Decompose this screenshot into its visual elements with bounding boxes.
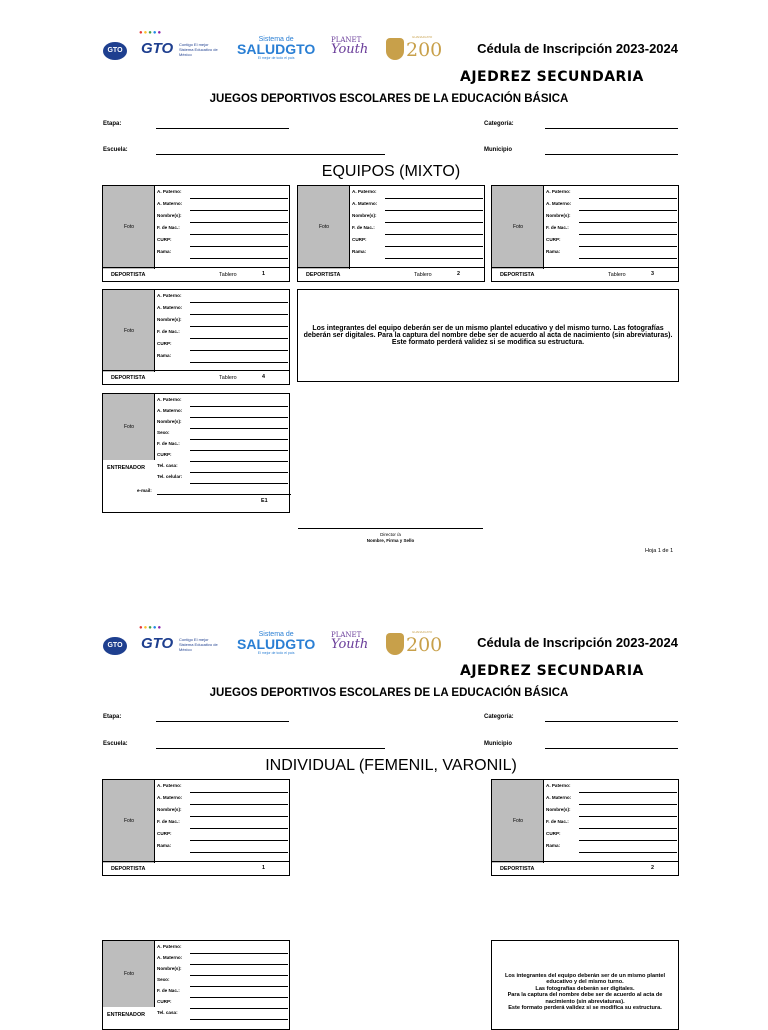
municipio-label: Municipio — [484, 147, 512, 153]
salud-tagline-text: El mejor de todo el país — [257, 56, 295, 60]
planet-bottom-text: Youth — [331, 42, 369, 57]
games-subtitle: JUEGOS DEPORTIVOS ESCOLARES DE LA EDUCACIÓN BÁSICA — [209, 687, 569, 699]
bicentenario-top-text: GUANAJUATO — [412, 35, 433, 39]
coach-role-label: ENTRENADOR — [107, 1012, 146, 1018]
fecha-label: F. de Nac.: — [157, 441, 180, 446]
paterno-label: A. Paterno: — [157, 944, 182, 949]
role-label: DEPORTISTA — [306, 272, 341, 278]
nombre-label: Nombre(s): — [352, 213, 377, 218]
gto-logo-icon: GTO — [103, 637, 127, 655]
board-number: 1 — [262, 271, 265, 277]
curp-label: CURP: — [157, 341, 172, 346]
board-number: 4 — [262, 374, 265, 380]
municipio-field[interactable] — [545, 748, 678, 749]
rama-label: Rama: — [157, 843, 172, 848]
board-label: Tablero — [608, 272, 626, 278]
email-label: e-mail: — [137, 488, 152, 493]
salud-brand-text: SALUDGTO — [237, 41, 316, 57]
nombre-label: Nombre(s): — [157, 419, 182, 424]
nombre-label: Nombre(s): — [546, 807, 571, 812]
rama-label: Rama: — [546, 249, 561, 254]
escuela-label: Escuela: — [103, 147, 128, 153]
etapa-field[interactable] — [156, 128, 289, 129]
gto-logo-icon: GTO — [103, 42, 127, 60]
bicentenario-top-text: GUANAJUATO — [412, 630, 433, 634]
photo-label: Foto — [318, 224, 329, 230]
gto-tagline: Contigo El mejor Sistema Educativo de México — [179, 42, 218, 57]
planet-top-text: PLANET — [331, 36, 362, 44]
card-footer — [103, 861, 289, 875]
cedula-title: Cédula de Inscripción 2023-2024 — [477, 635, 678, 650]
salud-brand-text: SALUDGTO — [237, 636, 316, 652]
salud-top-text: Sistema de — [258, 36, 294, 43]
photo-placeholder[interactable] — [298, 186, 350, 269]
tel-celular-label: Tel. celular: — [157, 474, 183, 479]
card-footer — [103, 267, 289, 281]
bicentenario-number: 200 — [406, 39, 443, 61]
paterno-label: A. Paterno: — [157, 189, 182, 194]
nombre-label: Nombre(s): — [157, 807, 182, 812]
rama-label: Rama: — [157, 353, 172, 358]
planet-youth-logo — [331, 631, 368, 651]
materno-label: A. Materno: — [546, 795, 572, 800]
role-label: DEPORTISTA — [111, 866, 146, 872]
photo-placeholder[interactable] — [103, 394, 155, 460]
salud-gto-logo — [237, 36, 315, 60]
color-dots-icon: ●●●●● — [139, 30, 163, 36]
sexo-label: Sexo: — [157, 977, 170, 982]
coach-card — [102, 940, 290, 1030]
notice-box — [297, 289, 679, 382]
athlete-card-4 — [102, 289, 290, 385]
photo-placeholder[interactable] — [103, 780, 155, 863]
nombre-label: Nombre(s): — [157, 966, 182, 971]
photo-label: Foto — [123, 224, 134, 230]
nombre-label: Nombre(s): — [546, 213, 571, 218]
curp-label: CURP: — [157, 999, 172, 1004]
materno-label: A. Materno: — [352, 201, 378, 206]
board-number: 2 — [457, 271, 460, 277]
fecha-label: F. de Nac.: — [157, 329, 180, 334]
paterno-label: A. Paterno: — [157, 783, 182, 788]
fecha-label: F. de Nac.: — [157, 819, 180, 824]
board-label: Tablero — [219, 375, 237, 381]
salud-tagline-text: El mejor de todo el país — [257, 651, 295, 655]
coach-card — [102, 393, 290, 513]
athlete-card-1 — [102, 779, 290, 876]
materno-label: A. Materno: — [157, 955, 183, 960]
notice-text: Los integrantes del equipo deberán ser de un mismo plantel educativo y del mismo turno. Las fotografías deberán ser digitales. Para la captura del nombre debe ser de acuerdo al acta de nacimiento (sin abreviaturas). Este formato perderá validez si se modifica su estructura. — [303, 325, 673, 346]
curp-label: CURP: — [546, 831, 561, 836]
photo-placeholder[interactable] — [492, 780, 544, 863]
rama-label: Rama: — [546, 843, 561, 848]
card-footer — [103, 370, 289, 384]
logo-row — [103, 30, 453, 70]
curp-label: CURP: — [157, 452, 172, 457]
photo-placeholder[interactable] — [103, 186, 155, 269]
fecha-label: F. de Nac.: — [157, 225, 180, 230]
coach-role-label: ENTRENADOR — [107, 465, 146, 471]
paterno-label: A. Paterno: — [546, 189, 571, 194]
fecha-label: F. de Nac.: — [157, 988, 180, 993]
photo-label: Foto — [123, 328, 134, 334]
sport-title: AJEDREZ SECUNDARIA — [460, 69, 644, 85]
escuela-field[interactable] — [156, 748, 385, 749]
gto-tagline: Contigo El mejor Sistema Educativo de México — [179, 637, 218, 652]
section-title: EQUIPOS (MIXTO) — [321, 163, 461, 180]
materno-label: A. Materno: — [157, 305, 183, 310]
signature-caption: Nombre, Firma y Sello — [366, 538, 415, 543]
photo-label: Foto — [512, 818, 523, 824]
signature-role: Director /a — [380, 532, 401, 537]
photo-label: Foto — [512, 224, 523, 230]
categoria-label: Categoría: — [484, 121, 514, 127]
materno-label: A. Materno: — [157, 408, 183, 413]
curp-label: CURP: — [157, 831, 172, 836]
nombre-label: Nombre(s): — [157, 317, 182, 322]
tel-casa-label: Tel. casa: — [157, 463, 178, 468]
card-footer — [492, 267, 678, 281]
athlete-card-2 — [297, 185, 485, 282]
signature-line[interactable] — [298, 528, 483, 529]
board-number: 3 — [651, 271, 654, 277]
sexo-label: Sexo: — [157, 430, 170, 435]
coach-code: E1 — [261, 498, 268, 504]
categoria-field[interactable] — [545, 128, 678, 129]
role-label: DEPORTISTA — [500, 272, 535, 278]
athlete-number: 2 — [651, 865, 654, 871]
athlete-number: 1 — [262, 865, 265, 871]
photo-label: Foto — [123, 971, 134, 977]
photo-placeholder[interactable] — [492, 186, 544, 269]
gto-brand-logo: GTO — [141, 635, 174, 652]
games-subtitle: JUEGOS DEPORTIVOS ESCOLARES DE LA EDUCACIÓN BÁSICA — [209, 93, 569, 105]
municipio-label: Municipio — [484, 741, 512, 747]
materno-label: A. Materno: — [157, 795, 183, 800]
etapa-label: Etapa: — [103, 714, 122, 720]
planet-top-text: PLANET — [331, 631, 362, 639]
role-label: DEPORTISTA — [111, 375, 146, 381]
tel-casa-label: Tel. casa: — [157, 1010, 178, 1015]
fecha-label: F. de Nac.: — [352, 225, 375, 230]
athlete-card-2 — [491, 779, 679, 876]
sport-title: AJEDREZ SECUNDARIA — [460, 663, 644, 679]
section-title: INDIVIDUAL (FEMENIL, VARONIL) — [265, 757, 517, 774]
athlete-card-3 — [491, 185, 679, 282]
planet-bottom-text: Youth — [331, 637, 369, 652]
gto-brand-logo: GTO — [141, 40, 174, 57]
crest-icon — [386, 633, 404, 655]
fecha-label: F. de Nac.: — [546, 225, 569, 230]
photo-placeholder[interactable] — [103, 290, 155, 372]
role-label: DEPORTISTA — [111, 272, 146, 278]
etapa-field[interactable] — [156, 721, 289, 722]
materno-label: A. Materno: — [546, 201, 572, 206]
escuela-label: Escuela: — [103, 741, 128, 747]
crest-icon — [386, 38, 404, 60]
etapa-label: Etapa: — [103, 121, 122, 127]
paterno-label: A. Paterno: — [352, 189, 377, 194]
escuela-field[interactable] — [156, 154, 385, 155]
cedula-title: Cédula de Inscripción 2023-2024 — [477, 41, 678, 56]
paterno-label: A. Paterno: — [157, 397, 182, 402]
categoria-field[interactable] — [545, 721, 678, 722]
email-field[interactable] — [157, 494, 291, 495]
card-footer — [492, 861, 678, 875]
photo-label: Foto — [123, 818, 134, 824]
athlete-card-1 — [102, 185, 290, 282]
rama-label: Rama: — [157, 249, 172, 254]
board-label: Tablero — [219, 272, 237, 278]
salud-top-text: Sistema de — [258, 631, 294, 638]
paterno-label: A. Paterno: — [157, 293, 182, 298]
fecha-label: F. de Nac.: — [546, 819, 569, 824]
curp-label: CURP: — [546, 237, 561, 242]
color-dots-icon: ●●●●● — [139, 625, 163, 631]
curp-label: CURP: — [157, 237, 172, 242]
salud-gto-logo — [237, 631, 315, 655]
logo-row — [103, 625, 453, 665]
photo-label: Foto — [123, 424, 134, 430]
notice-box: Los integrantes del equipo deberán ser de un mismo plantel educativo y del mismo turno. Las fotografías deberán ser digitales. Para la captura del nombre debe ser de acuerdo al acta de nacimiento (sin abreviaturas). Este formato perderá validez si se modifica su estructura. — [491, 940, 679, 1030]
municipio-field[interactable] — [545, 154, 678, 155]
page-number: Hoja 1 de 1 — [645, 548, 674, 554]
nombre-label: Nombre(s): — [157, 213, 182, 218]
materno-label: A. Materno: — [157, 201, 183, 206]
planet-youth-logo — [331, 36, 368, 56]
rama-label: Rama: — [352, 249, 367, 254]
paterno-label: A. Paterno: — [546, 783, 571, 788]
bicentenario-number: 200 — [406, 634, 443, 656]
card-footer — [298, 267, 484, 281]
categoria-label: Categoría: — [484, 714, 514, 720]
photo-placeholder[interactable] — [103, 941, 155, 1007]
role-label: DEPORTISTA — [500, 866, 535, 872]
board-label: Tablero — [414, 272, 432, 278]
curp-label: CURP: — [352, 237, 367, 242]
